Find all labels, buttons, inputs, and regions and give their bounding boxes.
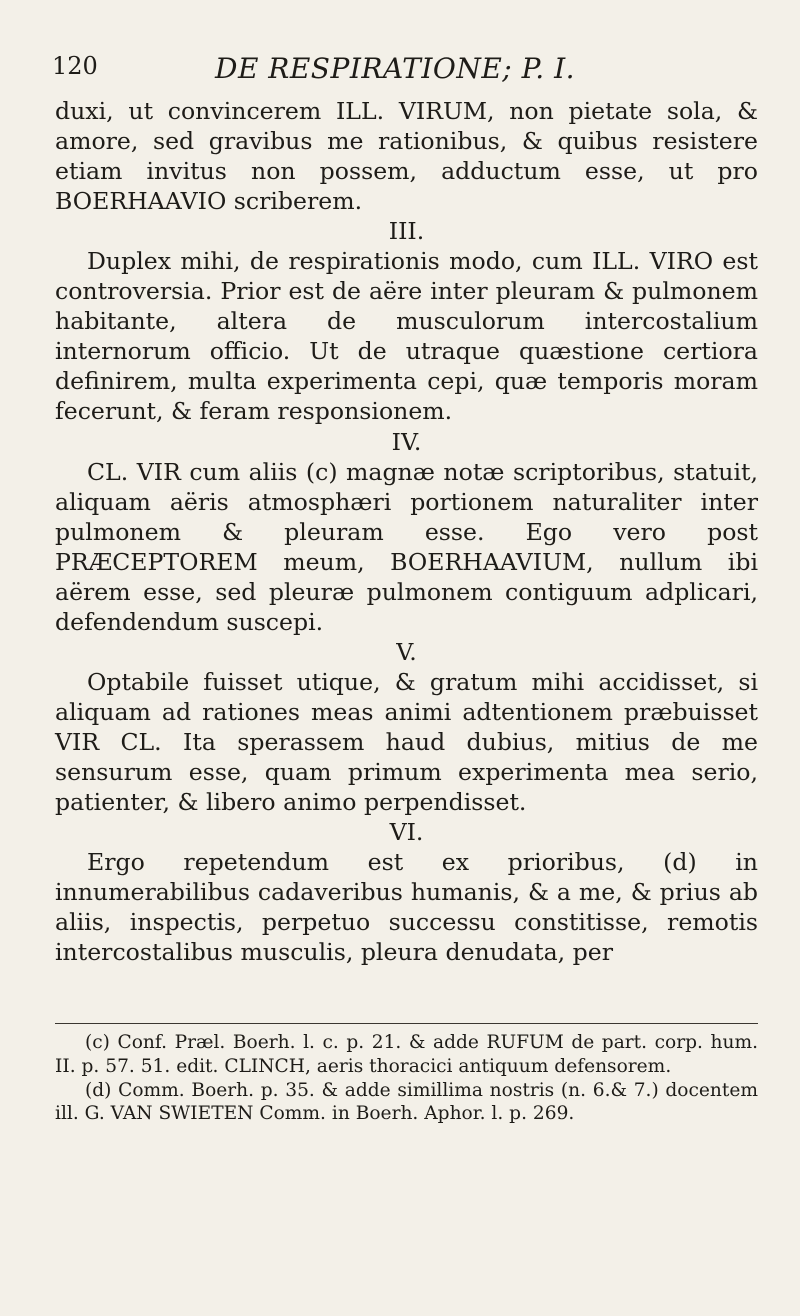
page-number: 120 xyxy=(52,52,98,80)
page-header xyxy=(0,52,800,92)
main-text xyxy=(55,96,758,967)
paragraph-iii: Duplex mihi, de respirationis modo, cum ILL. VIRO est controversia. Prior est de aëre inter pleuram & pulmonem habitante, altera de musculorum intercostalium internorum officio. Ut de utraque quæstione certiora definirem, multa experimenta cepi, quæ temporis moram fecerunt, & feram responsionem. xyxy=(55,247,758,426)
running-head: DE RESPIRATIONE; P. I. xyxy=(215,52,576,85)
section-number-v: V. xyxy=(396,637,417,666)
footnote-mark: (d) xyxy=(85,1079,112,1101)
paragraph-iv: CL. VIR cum aliis (c) magnæ notæ scriptoribus, statuit, aliquam aëris atmosphæri portionem naturaliter inter pulmonem & pleuram esse. Ego vero post PRÆCEPTOREM meum, BOERHAAVIUM, nullum ibi aërem esse, sed pleuræ pulmonem contiguum adplicari, defendendum suscepi. xyxy=(55,457,758,636)
footnote-mark: (c) xyxy=(85,1032,110,1053)
footnote-text: Conf. Præl. Boerh. l. c. p. 21. & adde RUFUM de part. corp. hum. II. p. 57. 51. edit. CLINCH, aeris thoracici antiquum defensorem. xyxy=(55,1032,758,1077)
footnote-d xyxy=(55,1079,758,1127)
footnote-divider xyxy=(55,1023,758,1024)
paragraph-continuation: duxi, ut convincerem ILL. VIRUM, non pietate sola, & amore, sed gravibus me rationibus, & quibus resistere etiam invitus non possem, adductum esse, ut pro BOERHAAVIO scriberem. xyxy=(55,97,758,216)
paragraph-v: Optabile fuisset utique, & gratum mihi accidisset, si aliquam ad rationes meas animi adtentionem præbuisset VIR CL. Ita sperassem haud dubius, mitius de me sensurum esse, quam primum experimenta mea serio, patienter, & libero animo perpendisset. xyxy=(55,667,758,817)
footnotes xyxy=(55,1031,758,1126)
section-number-iv: IV. xyxy=(391,427,422,456)
footnote-text: Comm. Boerh. p. 35. & adde simillima nostris (n. 6.& 7.) docentem ill. G. VAN SWIETEN Comm. in Boerh. Aphor. l. p. 269. xyxy=(55,1079,758,1125)
section-number-iii: III. xyxy=(388,217,425,246)
paragraph-vi: Ergo repetendum est ex prioribus, (d) in innumerabilibus cadaveribus humanis, & a me, & prius ab aliis, inspectis, perpetuo successu constitisse, remotis intercostalibus musculis, pleura denudata, per xyxy=(55,848,758,967)
footnote-c xyxy=(55,1031,758,1079)
section-number-vi: VI. xyxy=(389,818,424,847)
